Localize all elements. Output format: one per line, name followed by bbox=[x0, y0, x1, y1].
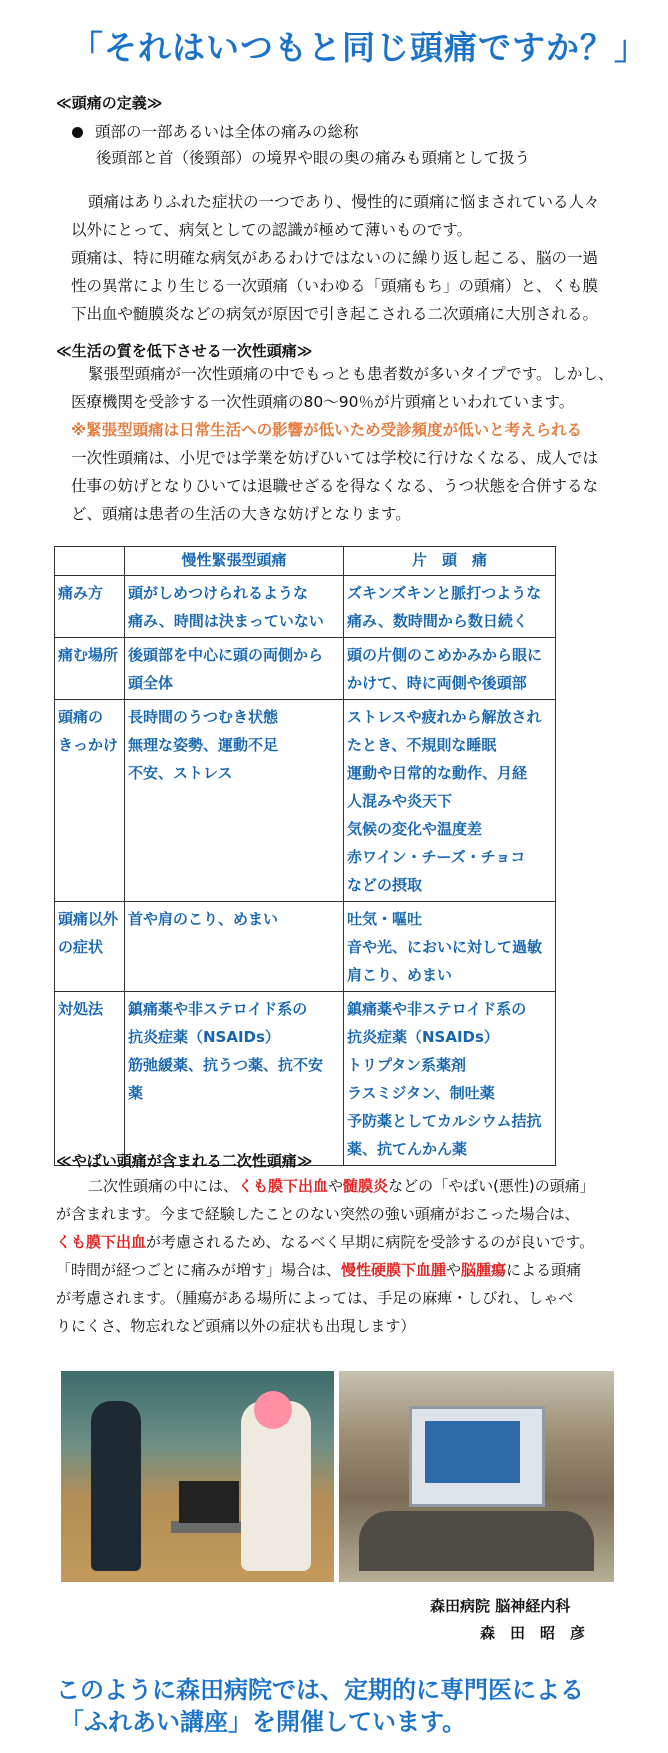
table-header: 慢性緊張型頭痛 bbox=[125, 547, 344, 576]
cell-line: 対処法 bbox=[58, 1000, 104, 1018]
alert-term: くも膜下出血 bbox=[238, 1177, 329, 1195]
cell-line: 長時間のうつむき状態 bbox=[128, 708, 279, 726]
table-row bbox=[55, 992, 556, 1166]
audience-shape bbox=[359, 1511, 594, 1571]
secondary-line: りにくさ、物忘れなど頭痛以外の症状も出現します） bbox=[56, 1317, 416, 1335]
primary-heading: ≪生活の質を低下させる一次性頭痛≫ bbox=[56, 342, 313, 360]
cell-line: 頭がしめつけられるような bbox=[128, 584, 309, 602]
primary-line: ど、頭痛は患者の生活の大きな妨げとなります。 bbox=[71, 505, 411, 523]
cell-line: かけて、時に両側や後頭部 bbox=[347, 674, 527, 692]
secondary-line: が含まれます。今まで経験したことのない突然の強い頭痛がおこった場合は、 bbox=[56, 1205, 580, 1223]
table-header bbox=[55, 547, 125, 576]
intro-line: 性の異常により生じる一次頭痛（いわゆる「頭痛もち」の頭痛）と、くも膜 bbox=[71, 277, 599, 295]
table-cell bbox=[125, 992, 344, 1166]
cell-line: 抗炎症薬（NSAIDs） bbox=[347, 1028, 499, 1046]
cell-line: 肩こり、めまい bbox=[347, 966, 453, 984]
text-span: や bbox=[328, 1177, 344, 1195]
alert-term: 慢性硬膜下血腫 bbox=[341, 1261, 447, 1279]
cell-line: 痛み、時間は決まっていない bbox=[128, 612, 324, 630]
face-sticker-icon bbox=[254, 1391, 292, 1429]
cell-line: トリプタン系薬剤 bbox=[347, 1056, 466, 1074]
text-span: などの「やばい(悪性)の頭痛」 bbox=[388, 1177, 595, 1195]
table-cell bbox=[344, 576, 556, 638]
secondary-line bbox=[56, 1256, 626, 1284]
primary-note: ※緊張型頭痛は日常生活への影響が低いため受診頻度が低いと考えられる bbox=[71, 421, 583, 439]
cell-line: ラスミジタン、制吐薬 bbox=[347, 1084, 495, 1102]
alert-term: くも膜下出血 bbox=[56, 1233, 147, 1251]
cell-line: 赤ワイン・チーズ・チョコ bbox=[347, 848, 526, 866]
table-cell bbox=[125, 638, 344, 700]
text-span: による頭痛 bbox=[506, 1261, 582, 1279]
primary-line: 仕事の妨げとなりひいては退職せざるを得なくなる、うつ状態を合併するな bbox=[71, 477, 599, 495]
table-cell bbox=[344, 638, 556, 700]
definition-bullet-text: 頭部の一部あるいは全体の痛みの総称 bbox=[95, 123, 359, 141]
cell-line: 痛む場所 bbox=[58, 646, 119, 664]
cell-line: 気候の変化や温度差 bbox=[347, 820, 483, 838]
row-label bbox=[55, 902, 125, 992]
cell-line: 頭痛以外 bbox=[58, 910, 119, 928]
secondary-heading: ≪やばい頭痛が含まれる二次性頭痛≫ bbox=[56, 1152, 313, 1170]
cell-line: 抗炎症薬（NSAIDs） bbox=[128, 1028, 280, 1046]
cell-line: ズキンズキンと脈打つような bbox=[347, 584, 542, 602]
text-span: 二次性頭痛の中には、 bbox=[88, 1177, 239, 1195]
row-label bbox=[55, 700, 125, 902]
cell-line: 頭痛の bbox=[58, 708, 104, 726]
cell-line: たとき、不規則な睡眠 bbox=[347, 736, 497, 754]
cell-line: 吐気・嘔吐 bbox=[347, 910, 423, 928]
secondary-paragraph bbox=[56, 1172, 626, 1340]
signature-name: 森 田 昭 彦 bbox=[480, 1624, 586, 1642]
cell-line: 鎮痛薬や非ステロイド系の bbox=[347, 1000, 527, 1018]
cell-line: ストレスや疲れから解放され bbox=[347, 708, 542, 726]
alert-term: 脳腫瘍 bbox=[461, 1261, 507, 1279]
cell-line: きっかけ bbox=[58, 736, 119, 754]
signature-dept: 森田病院 脳神経内科 bbox=[430, 1597, 571, 1615]
text-span: が考慮されるため、なるべく早期に病院を受診するのが良いです。 bbox=[146, 1233, 595, 1251]
cell-line: 鎮痛薬や非ステロイド系の bbox=[128, 1000, 308, 1018]
slide-shape bbox=[425, 1421, 520, 1483]
alert-term: 髄膜炎 bbox=[343, 1177, 389, 1195]
intro-paragraph bbox=[56, 188, 616, 328]
secondary-line bbox=[56, 1172, 626, 1200]
row-label bbox=[55, 638, 125, 700]
definition-bullet bbox=[72, 120, 359, 142]
definition-sub: 後頭部と首（後頸部）の境界や眼の奥の痛みも頭痛として扱う bbox=[96, 149, 531, 167]
cell-line: 頭全体 bbox=[128, 674, 174, 692]
secondary-line: が考慮されます。（腫瘍がある場所によっては、手足の麻痺・しびれ、しゃべ bbox=[56, 1289, 574, 1307]
row-label bbox=[55, 992, 125, 1166]
table-header-row bbox=[55, 547, 556, 576]
intro-line: 頭痛は、特に明確な病気があるわけではないのに繰り返し起こる、脳の一過 bbox=[71, 249, 599, 267]
primary-paragraph bbox=[56, 360, 616, 528]
intro-line: 頭痛はありふれた症状の一つであり、慢性的に頭痛に悩まされている人々 bbox=[88, 193, 600, 211]
cell-line: 予防薬としてカルシウム拮抗 bbox=[347, 1112, 542, 1130]
bullet-icon bbox=[72, 127, 83, 138]
cell-line: 痛み、数時間から数日続く bbox=[347, 612, 528, 630]
speaker-figure bbox=[91, 1401, 141, 1571]
footer-line: 「ふれあい講座」を開催しています。 bbox=[60, 1708, 467, 1736]
table-cell bbox=[344, 992, 556, 1166]
laptop-shape bbox=[179, 1481, 239, 1523]
table-row bbox=[55, 700, 556, 902]
photo-strip bbox=[61, 1371, 614, 1582]
cell-line: 頭の片側のこめかみから眼に bbox=[347, 646, 543, 664]
intro-line: 下出血や髄膜炎などの病気が原因で引き起こされる二次頭痛に大別される。 bbox=[71, 305, 599, 323]
comparison-table bbox=[54, 546, 556, 1166]
cell-line: 音や光、においに対して過敏 bbox=[347, 938, 543, 956]
cell-line: 首や肩のこり、めまい bbox=[128, 910, 279, 928]
row-label bbox=[55, 576, 125, 638]
table-cell bbox=[125, 902, 344, 992]
table-row bbox=[55, 902, 556, 992]
primary-line: 医療機関を受診する一次性頭痛の80～90％が片頭痛といわれています。 bbox=[71, 393, 575, 411]
definition-heading: ≪頭痛の定義≫ bbox=[56, 94, 163, 112]
cell-line: 後頭部を中心に頭の両側から bbox=[128, 646, 324, 664]
intro-line: 以外にとって、病気としての認識が極めて薄いものです。 bbox=[71, 221, 473, 239]
primary-line: 緊張型頭痛が一次性頭痛の中でもっとも患者数が多いタイプです。しかし、 bbox=[88, 365, 614, 383]
cell-line: 薬 bbox=[128, 1084, 144, 1102]
table-row bbox=[55, 638, 556, 700]
cell-line: 無理な姿勢、運動不足 bbox=[128, 736, 279, 754]
page-title: 「それはいつもと同じ頭痛ですか？」 bbox=[70, 28, 648, 67]
table-cell bbox=[125, 700, 344, 902]
cell-line: 筋弛緩薬、抗うつ薬、抗不安 bbox=[128, 1056, 324, 1074]
text-span: 「時間が経つごとに痛みが増す」場合は、 bbox=[56, 1261, 342, 1279]
primary-line: 一次性頭痛は、小児では学業を妨げひいては学校に行けなくなる、成人では bbox=[71, 449, 599, 467]
secondary-line bbox=[56, 1228, 626, 1256]
cell-line: 痛み方 bbox=[58, 584, 104, 602]
text-span: や bbox=[446, 1261, 462, 1279]
cell-line: 人混みや炎天下 bbox=[347, 792, 453, 810]
cell-line: 不安、ストレス bbox=[128, 764, 233, 782]
lecture-photo-speaker bbox=[61, 1371, 334, 1582]
table-cell bbox=[344, 902, 556, 992]
table-row bbox=[55, 576, 556, 638]
table-cell bbox=[125, 576, 344, 638]
lecture-photo-audience bbox=[339, 1371, 614, 1582]
table-cell bbox=[344, 700, 556, 902]
cell-line: 運動や日常的な動作、月経 bbox=[347, 764, 528, 782]
cell-line: の症状 bbox=[58, 938, 104, 956]
table-header: 片 頭 痛 bbox=[344, 547, 556, 576]
cell-line: 薬、抗てんかん薬 bbox=[347, 1140, 468, 1158]
cell-line: などの摂取 bbox=[347, 876, 423, 894]
footer-line: このように森田病院では、定期的に専門医による bbox=[56, 1676, 584, 1704]
